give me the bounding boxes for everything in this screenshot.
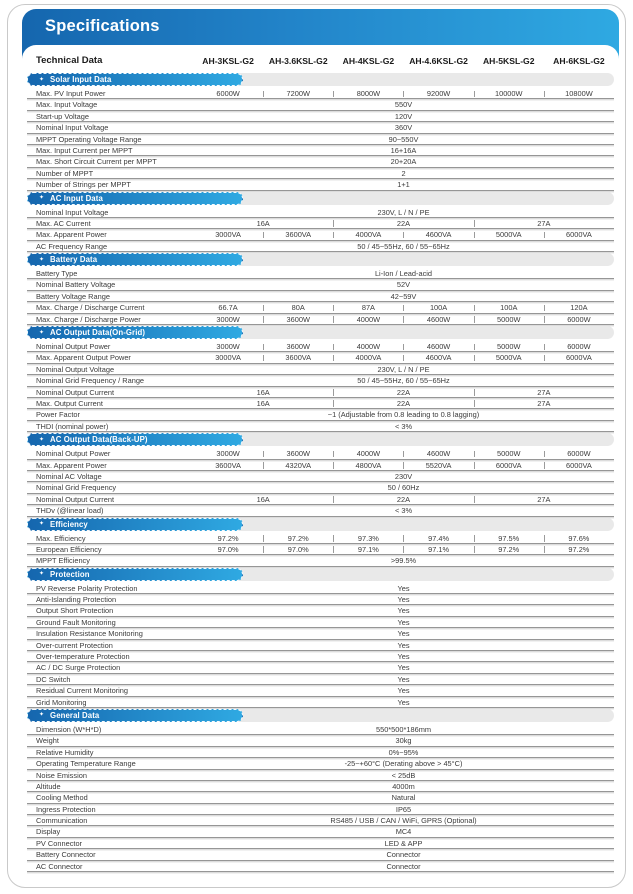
row-value: < 3%	[394, 506, 413, 516]
spec-row	[27, 850, 614, 859]
row-value: Yes	[397, 595, 410, 605]
row-value: 5000VA	[474, 353, 544, 362]
row-value: 4000VA	[333, 353, 403, 362]
row-label: Relative Humidity	[36, 747, 94, 757]
row-value: 16+16A	[390, 145, 417, 155]
row-label: Battery Voltage Range	[36, 291, 110, 301]
row-label: Max. Efficiency	[36, 533, 86, 543]
row-value: 100A	[403, 303, 473, 312]
row-value: Yes	[397, 617, 410, 627]
row-value: 27A	[474, 495, 614, 504]
row-value: 7200W	[263, 89, 333, 98]
row-value: 3600W	[263, 449, 333, 458]
row-label: THDv (@linear load)	[36, 506, 104, 516]
section-pill	[27, 326, 243, 339]
spec-row	[27, 652, 614, 661]
row-value: 0%~95%	[388, 747, 419, 757]
spec-row	[27, 483, 614, 492]
row-value: 5000VA	[474, 230, 544, 239]
row-label: Max. PV Input Power	[36, 89, 106, 98]
spec-row	[27, 584, 614, 593]
row-value: 97.3%	[333, 534, 403, 543]
spec-row	[27, 342, 614, 351]
spec-row	[27, 618, 614, 627]
section-title: AC Output Data(Back-UP)	[50, 435, 148, 445]
row-label: Over-temperature Protection	[36, 652, 130, 662]
spec-row	[27, 534, 614, 543]
row-label: Nominal Grid Frequency / Range	[36, 376, 145, 386]
section-pill	[27, 433, 243, 446]
row-value: 20+20A	[390, 157, 417, 167]
row-value: 22A	[333, 219, 473, 228]
row-value: 4000W	[333, 315, 403, 324]
row-label: Max. Charge / Discharge Current	[36, 303, 145, 313]
row-value: 97.6%	[544, 534, 614, 543]
row-value: 97.5%	[474, 534, 544, 543]
section-pill	[27, 709, 243, 722]
row-value: 4320VA	[263, 461, 333, 470]
row-value: 3600W	[263, 342, 333, 351]
spec-row	[27, 135, 614, 144]
row-label: Max. Input Voltage	[36, 100, 98, 110]
model-column-header: AH-3KSL-G2	[202, 55, 254, 66]
spec-row	[27, 388, 614, 397]
row-value: 230V	[394, 471, 413, 481]
row-value: < 25dB	[391, 770, 416, 780]
spec-row	[27, 123, 614, 132]
row-label: Insulation Resistance Monitoring	[36, 629, 143, 639]
row-value: MC4	[395, 827, 412, 837]
row-value: Li-Ion / Lead-acid	[374, 269, 433, 279]
spec-row	[27, 89, 614, 98]
row-value: 550V	[394, 100, 413, 110]
spec-row	[27, 100, 614, 109]
spec-row	[27, 269, 614, 278]
row-value: < 3%	[394, 421, 413, 431]
section-bar	[27, 568, 614, 581]
row-value: 16A	[256, 398, 270, 408]
row-value: 1+1	[397, 180, 410, 190]
row-label: Start-up Voltage	[36, 111, 90, 121]
row-label: AC Frequency Range	[36, 241, 108, 251]
spec-row	[27, 292, 614, 301]
row-label: Cooling Method	[36, 793, 88, 803]
row-value: 2	[401, 168, 406, 178]
spec-row	[27, 208, 614, 217]
row-value: 3000W	[216, 449, 240, 459]
section-pill	[27, 253, 243, 266]
row-value: 5000W	[474, 342, 544, 351]
section-bullet-icon: ✦	[39, 521, 45, 527]
row-value: 360V	[394, 123, 413, 133]
spec-row	[27, 793, 614, 802]
spec-row	[27, 771, 614, 780]
row-value: -25~+60°C (Derating above > 45°C)	[344, 759, 463, 769]
page-title: Specifications	[45, 17, 160, 35]
spec-row	[27, 461, 614, 470]
row-value: RS485 / USB / CAN / WiFi, GPRS (Optional)	[330, 816, 477, 826]
spec-row	[27, 545, 614, 554]
spec-row	[27, 686, 614, 695]
row-label: PV Connector	[36, 838, 83, 848]
spec-row	[27, 219, 614, 228]
spec-row	[27, 862, 614, 871]
row-label: Dimension (W*H*D)	[36, 724, 102, 734]
section-title: Protection	[50, 569, 90, 579]
spec-row	[27, 641, 614, 650]
row-value: 50 / 60Hz	[387, 483, 420, 493]
spec-row	[27, 376, 614, 385]
row-value: 66.7A	[218, 303, 238, 313]
spec-row	[27, 422, 614, 431]
row-value: 3000W	[216, 342, 240, 352]
model-column-header: AH-5KSL-G2	[482, 55, 535, 66]
row-value: 9200W	[403, 89, 473, 98]
row-value: 3600W	[263, 315, 333, 324]
spec-table	[27, 73, 614, 871]
row-value: 16A	[256, 218, 270, 228]
section-bar	[27, 253, 614, 266]
row-value: 4000W	[333, 342, 403, 351]
section-title: AC Output Data(On-Grid)	[50, 328, 146, 338]
row-value: 42~59V	[390, 291, 417, 301]
model-column-header: AH-6KSL-G2	[553, 55, 605, 66]
row-value: 90~550V	[388, 134, 419, 144]
row-label: Nominal Output Power	[36, 342, 111, 352]
spec-row	[27, 472, 614, 481]
spec-row	[27, 816, 614, 825]
row-value: 4600W	[403, 315, 473, 324]
spec-row	[27, 736, 614, 745]
row-label: Operating Temperature Range	[36, 759, 136, 769]
spec-row	[27, 606, 614, 615]
row-value: 4600VA	[403, 353, 473, 362]
row-value: 5000W	[474, 315, 544, 324]
row-label: Nominal Output Power	[36, 449, 111, 459]
row-label: Anti-Islanding Protection	[36, 595, 117, 605]
row-value: 4600VA	[403, 230, 473, 239]
row-label: Nominal AC Voltage	[36, 471, 102, 481]
row-label: Nominal Output Current	[36, 494, 115, 504]
row-label: Max. Charge / Discharge Power	[36, 314, 141, 324]
row-value: 6000W	[544, 342, 614, 351]
row-value: 550*500*186mm	[375, 724, 432, 734]
row-value: 22A	[333, 495, 473, 504]
row-value: 3000VA	[215, 230, 241, 240]
section-pill	[27, 518, 243, 531]
row-value: Yes	[397, 697, 410, 707]
section-bar	[27, 709, 614, 722]
row-label: Weight	[36, 736, 59, 746]
row-value: 10800W	[544, 89, 614, 98]
row-value: 50 / 45~55Hz, 60 / 55~65Hz	[357, 241, 450, 251]
row-value: Yes	[397, 663, 410, 673]
row-value: Yes	[397, 606, 410, 616]
row-label: Output Short Protection	[36, 606, 114, 616]
spec-row	[27, 629, 614, 638]
row-label: Max. Apparent Power	[36, 230, 107, 240]
row-value: 97.2%	[217, 533, 239, 543]
spec-row	[27, 315, 614, 324]
row-value: 4000m	[392, 781, 415, 791]
row-value: 27A	[474, 399, 614, 408]
row-label: Max. Output Current	[36, 398, 103, 408]
row-value: Yes	[397, 583, 410, 593]
spec-row	[27, 399, 614, 408]
row-label: Battery Type	[36, 269, 78, 279]
row-label: Number of Strings per MPPT	[36, 180, 131, 190]
row-value: 5000W	[474, 449, 544, 458]
spec-row	[27, 230, 614, 239]
section-pill	[27, 568, 243, 581]
row-value: 120A	[544, 303, 614, 312]
technical-data-header: Technical Data	[36, 55, 103, 66]
row-value: Natural	[391, 793, 416, 803]
spec-row	[27, 839, 614, 848]
section-bar	[27, 518, 614, 531]
row-value: 8000W	[333, 89, 403, 98]
row-label: Nominal Battery Voltage	[36, 280, 116, 290]
row-value: 97.0%	[263, 545, 333, 554]
row-value: 6000W	[216, 89, 240, 98]
row-value: 97.2%	[263, 534, 333, 543]
row-value: 4600W	[403, 449, 473, 458]
row-label: Nominal Input Voltage	[36, 207, 109, 217]
row-label: Max. Short Circuit Current per MPPT	[36, 157, 157, 167]
spec-row	[27, 748, 614, 757]
row-label: Noise Emission	[36, 770, 87, 780]
row-value: 6000W	[544, 315, 614, 324]
model-column-header: AH-4KSL-G2	[342, 55, 395, 66]
row-value: 6000VA	[544, 461, 614, 470]
section-bullet-icon: ✦	[39, 712, 45, 719]
row-label: Altitude	[36, 781, 61, 791]
row-value: 22A	[333, 399, 473, 408]
section-bullet-icon: ✦	[39, 195, 45, 202]
row-label: THDI (nominal power)	[36, 421, 109, 431]
row-label: Number of MPPT	[36, 168, 94, 178]
section-title: General Data	[50, 710, 100, 720]
spec-sheet-card	[7, 4, 626, 888]
row-value: 4000W	[333, 449, 403, 458]
section-bar	[27, 192, 614, 205]
row-label: DC Switch	[36, 674, 71, 684]
row-value: ~1 (Adjustable from 0.8 leading to 0.8 lagging)	[327, 410, 480, 420]
row-value: Yes	[397, 686, 410, 696]
section-pill	[27, 73, 243, 86]
row-value: 230V, L / N / PE	[377, 207, 430, 217]
content-card	[22, 45, 619, 871]
row-value: 87A	[333, 303, 403, 312]
row-value: 50 / 45~55Hz, 60 / 55~65Hz	[357, 376, 450, 386]
row-value: 3600VA	[215, 460, 241, 470]
spec-row	[27, 556, 614, 565]
row-value: 30kg	[395, 736, 412, 746]
row-value: Yes	[397, 674, 410, 684]
spec-row	[27, 242, 614, 251]
section-bullet-icon: ✦	[39, 329, 45, 336]
row-value: 6000W	[544, 449, 614, 458]
row-label: Nominal Output Voltage	[36, 364, 115, 374]
row-value: 3600VA	[263, 353, 333, 362]
row-label: Residual Current Monitoring	[36, 686, 129, 696]
row-value: 97.2%	[544, 545, 614, 554]
row-label: Communication	[36, 816, 88, 826]
row-value: 3000W	[216, 314, 240, 324]
section-bar	[27, 433, 614, 446]
section-title: Battery Data	[50, 255, 98, 265]
row-value: 4600W	[403, 342, 473, 351]
row-label: AC / DC Surge Protection	[36, 663, 121, 673]
row-label: Max. Input Current per MPPT	[36, 145, 133, 155]
spec-row	[27, 169, 614, 178]
spec-row	[27, 595, 614, 604]
row-label: MPPT Efficiency	[36, 556, 90, 566]
row-value: 10000W	[474, 89, 544, 98]
row-value: 6000VA	[544, 353, 614, 362]
row-value: 97.1%	[333, 545, 403, 554]
section-bullet-icon: ✦	[39, 256, 45, 263]
row-value: 97.2%	[474, 545, 544, 554]
row-label: Nominal Grid Frequency	[36, 483, 117, 493]
spec-row	[27, 725, 614, 734]
row-value: 97.1%	[403, 545, 473, 554]
spec-row	[27, 112, 614, 121]
row-value: 97.4%	[403, 534, 473, 543]
row-label: AC Connector	[36, 861, 83, 871]
row-value: 5520VA	[403, 461, 473, 470]
row-value: 27A	[474, 219, 614, 228]
row-value: LED & APP	[384, 838, 423, 848]
row-label: Ingress Protection	[36, 804, 96, 814]
row-value: Yes	[397, 640, 410, 650]
row-value: 3000VA	[215, 353, 241, 363]
spec-row	[27, 365, 614, 374]
row-value: 52V	[396, 280, 411, 290]
spec-row	[27, 805, 614, 814]
spec-row	[27, 698, 614, 707]
row-value: 97.0%	[217, 544, 239, 554]
row-value: 120V	[394, 111, 413, 121]
spec-row	[27, 180, 614, 189]
row-label: MPPT Operating Voltage Range	[36, 134, 142, 144]
spec-row	[27, 280, 614, 289]
section-bullet-icon: ✦	[39, 571, 45, 578]
row-value: 100A	[474, 303, 544, 312]
row-value: 22A	[333, 388, 473, 397]
row-value: 3600VA	[263, 230, 333, 239]
row-label: Max. Apparent Output Power	[36, 353, 131, 363]
spec-row	[27, 827, 614, 836]
row-label: Power Factor	[36, 410, 80, 420]
spec-row	[27, 353, 614, 362]
spec-row	[27, 157, 614, 166]
table-header-row	[27, 50, 614, 71]
row-label: Battery Connector	[36, 850, 96, 860]
section-title: Efficiency	[50, 519, 88, 529]
row-value: 6000VA	[544, 230, 614, 239]
spec-row	[27, 449, 614, 458]
row-value: Yes	[397, 652, 410, 662]
row-value: IP65	[395, 804, 412, 814]
row-value: 230V, L / N / PE	[377, 364, 430, 374]
section-title: Solar Input Data	[50, 75, 112, 84]
row-value: Yes	[397, 629, 410, 639]
row-value: 27A	[474, 388, 614, 397]
row-value: 4000VA	[333, 230, 403, 239]
row-label: Over-current Protection	[36, 640, 113, 650]
row-label: European Efficiency	[36, 544, 102, 554]
row-label: Nominal Output Current	[36, 387, 115, 397]
section-bullet-icon: ✦	[39, 436, 45, 443]
model-column-header: AH-3.6KSL-G2	[268, 55, 328, 66]
spec-row	[27, 759, 614, 768]
row-value: Connector	[386, 861, 421, 871]
spec-row	[27, 675, 614, 684]
row-label: PV Reverse Polarity Protection	[36, 583, 138, 593]
row-label: Max. AC Current	[36, 218, 91, 228]
section-bar	[27, 326, 614, 339]
row-value: 6000VA	[474, 461, 544, 470]
row-value: >99.5%	[390, 556, 417, 566]
section-bar	[27, 73, 614, 86]
row-value: Connector	[386, 850, 421, 860]
row-label: Ground Fault Monitoring	[36, 617, 116, 627]
row-value: 16A	[256, 387, 270, 397]
section-title: AC Input Data	[50, 193, 103, 203]
row-label: Display	[36, 827, 61, 837]
row-value: 80A	[263, 303, 333, 312]
row-value: 4800VA	[333, 461, 403, 470]
model-column-header: AH-4.6KSL-G2	[409, 55, 468, 66]
spec-row	[27, 495, 614, 504]
row-label: Grid Monitoring	[36, 697, 87, 707]
spec-row	[27, 410, 614, 419]
spec-row	[27, 782, 614, 791]
row-value: 16A	[256, 494, 270, 504]
spec-row	[27, 663, 614, 672]
row-label: Max. Apparent Power	[36, 460, 107, 470]
row-label: Nominal Input Voltage	[36, 123, 109, 133]
section-pill	[27, 192, 243, 205]
spec-row	[27, 506, 614, 515]
spec-row	[27, 146, 614, 155]
section-bullet-icon: ✦	[39, 76, 45, 83]
spec-row	[27, 303, 614, 312]
